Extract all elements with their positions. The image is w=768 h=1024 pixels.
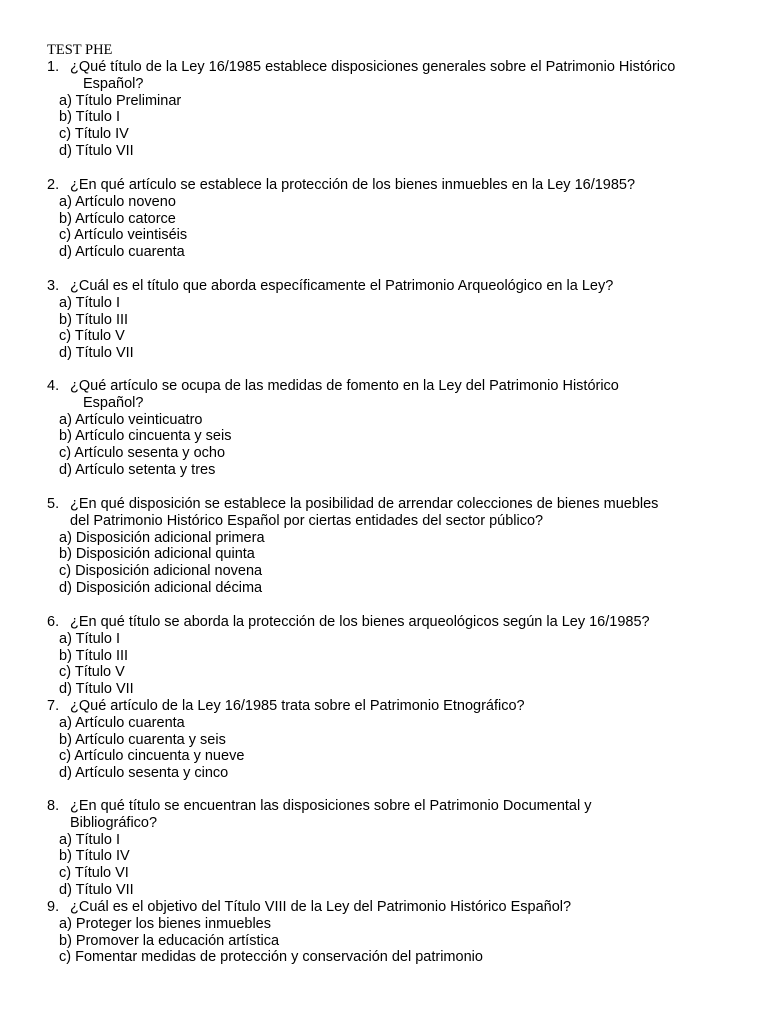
answer-option: a) Título I bbox=[59, 831, 120, 848]
question-number: 3. bbox=[47, 278, 60, 294]
question-line bbox=[0, 496, 768, 513]
answer-option: a) Título I bbox=[59, 294, 120, 311]
question-9 bbox=[0, 899, 768, 966]
answer-option: d) Título VII bbox=[59, 345, 134, 362]
question-text: ¿Qué artículo se ocupa de las medidas de fomento en la Ley del Patrimonio Histórico bbox=[70, 378, 619, 394]
question-line bbox=[0, 278, 768, 295]
question-text: ¿En qué disposición se establece la posibilidad de arrendar colecciones de bienes muebles bbox=[70, 496, 659, 512]
question-1 bbox=[0, 59, 768, 160]
question-text-continued: Español? bbox=[83, 75, 144, 92]
question-text-continued: del Patrimonio Histórico Español por ciertas entidades del sector público? bbox=[70, 512, 544, 529]
answer-option: b) Título III bbox=[59, 311, 129, 328]
answer-option: b) Título I bbox=[59, 109, 120, 126]
answer-option: a) Artículo cuarenta bbox=[59, 714, 185, 731]
answer-option: a) Disposición adicional primera bbox=[59, 529, 265, 546]
answer-option: b) Promover la educación artística bbox=[59, 932, 280, 949]
answer-option: a) Artículo noveno bbox=[59, 193, 176, 210]
question-line bbox=[0, 59, 768, 76]
question-number: 2. bbox=[47, 177, 60, 193]
answer-option: b) Disposición adicional quinta bbox=[59, 546, 255, 563]
question-text: ¿En qué artículo se establece la protección de los bienes inmuebles en la Ley 16/1985? bbox=[70, 177, 636, 193]
answer-option: d) Artículo setenta y tres bbox=[59, 461, 216, 478]
question-8 bbox=[0, 798, 768, 899]
answer-option: d) Artículo sesenta y cinco bbox=[59, 765, 229, 782]
answer-option: c) Título VI bbox=[59, 865, 129, 882]
answer-option: d) Título VII bbox=[59, 142, 134, 159]
question-number: 9. bbox=[47, 899, 60, 915]
answer-option: c) Título V bbox=[59, 328, 125, 345]
question-text-continued: Español? bbox=[83, 394, 144, 411]
question-text: ¿Qué artículo de la Ley 16/1985 trata sobre el Patrimonio Etnográfico? bbox=[70, 698, 525, 714]
answer-option: b) Título IV bbox=[59, 848, 130, 865]
answer-option: d) Disposición adicional décima bbox=[59, 579, 263, 596]
question-line bbox=[0, 815, 768, 832]
question-line bbox=[0, 899, 768, 916]
question-text: ¿Cuál es el objetivo del Título VIII de la Ley del Patrimonio Histórico Español? bbox=[70, 899, 572, 915]
question-number: 5. bbox=[47, 496, 60, 512]
question-line bbox=[0, 378, 768, 395]
answer-option: a) Título Preliminar bbox=[59, 92, 182, 109]
question-number: 4. bbox=[47, 378, 60, 394]
question-text: ¿Cuál es el título que aborda específicamente el Patrimonio Arqueológico en la Ley? bbox=[70, 278, 614, 294]
document-title: TEST PHE bbox=[47, 42, 113, 58]
question-text: ¿Qué título de la Ley 16/1985 establece disposiciones generales sobre el Patrimonio Histórico bbox=[70, 59, 676, 75]
question-line bbox=[0, 513, 768, 530]
question-line bbox=[0, 698, 768, 715]
answer-option: b) Artículo cincuenta y seis bbox=[59, 428, 232, 445]
answer-option: a) Proteger los bienes inmuebles bbox=[59, 915, 271, 932]
question-2 bbox=[0, 177, 768, 261]
answer-option: a) Título I bbox=[59, 630, 120, 647]
answer-option: d) Artículo cuarenta bbox=[59, 244, 185, 261]
answer-option: c) Fomentar medidas de protección y conservación del patrimonio bbox=[59, 949, 483, 966]
answer-option: a) Artículo veinticuatro bbox=[59, 411, 203, 428]
question-7 bbox=[0, 698, 768, 782]
question-line bbox=[0, 614, 768, 631]
question-4 bbox=[0, 378, 768, 479]
question-number: 7. bbox=[47, 698, 60, 714]
question-line bbox=[0, 395, 768, 412]
question-text: ¿En qué título se aborda la protección de los bienes arqueológicos según la Ley 16/1985? bbox=[70, 614, 650, 630]
answer-option: c) Título V bbox=[59, 664, 125, 681]
answer-option: d) Título VII bbox=[59, 881, 134, 898]
answer-option: d) Título VII bbox=[59, 681, 134, 698]
answer-option: c) Artículo sesenta y ocho bbox=[59, 445, 226, 462]
answer-option: b) Artículo catorce bbox=[59, 210, 176, 227]
question-6 bbox=[0, 614, 768, 698]
question-line bbox=[0, 76, 768, 93]
question-text-continued: Bibliográfico? bbox=[70, 814, 158, 831]
question-3 bbox=[0, 278, 768, 362]
question-line bbox=[0, 798, 768, 815]
question-text: ¿En qué título se encuentran las disposiciones sobre el Patrimonio Documental y bbox=[70, 798, 592, 814]
answer-option: b) Artículo cuarenta y seis bbox=[59, 731, 226, 748]
answer-option: c) Disposición adicional novena bbox=[59, 563, 263, 580]
answer-option: c) Título IV bbox=[59, 126, 129, 143]
question-line bbox=[0, 177, 768, 194]
answer-option: b) Título III bbox=[59, 647, 129, 664]
question-number: 1. bbox=[47, 59, 60, 75]
question-5 bbox=[0, 496, 768, 597]
question-number: 6. bbox=[47, 614, 60, 630]
answer-option: c) Artículo veintiséis bbox=[59, 227, 188, 244]
answer-option: c) Artículo cincuenta y nueve bbox=[59, 748, 245, 765]
question-number: 8. bbox=[47, 798, 60, 814]
